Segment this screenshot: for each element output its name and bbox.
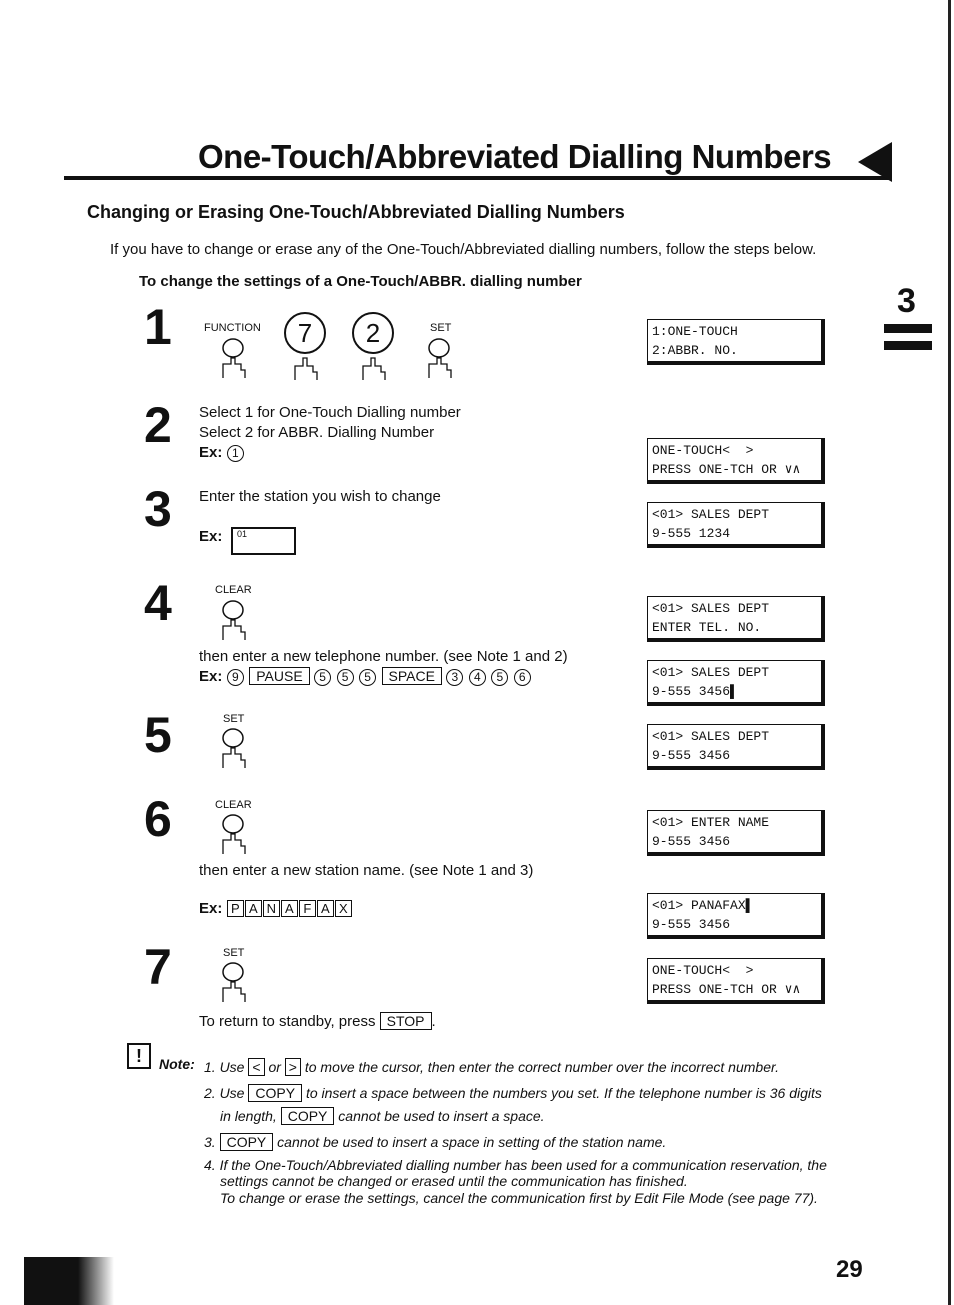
lcd-line: 9-555 3456▌ xyxy=(652,684,738,699)
lcd-display xyxy=(647,810,825,856)
step2-line2: Select 2 for ABBR. Dialling Number xyxy=(199,424,435,441)
lcd-line: PRESS ONE-TCH OR ∨∧ xyxy=(652,982,801,997)
note1-text: to move the cursor, then enter the correct number over the incorrect number. xyxy=(304,1059,780,1075)
button-press-icon xyxy=(291,356,325,384)
lcd-display xyxy=(647,660,825,706)
lcd-display xyxy=(647,893,825,939)
step-number: 1 xyxy=(144,299,170,355)
note2-text: cannot be used to insert a space. xyxy=(338,1108,545,1124)
page-number: 29 xyxy=(836,1256,863,1283)
lcd-line: <01> ENTER NAME xyxy=(652,815,770,830)
step4-text: then enter a new telephone number. (see Note 1 and 2) xyxy=(199,648,568,665)
letter-key: X xyxy=(335,900,352,917)
key-circle: 9 xyxy=(227,669,244,686)
chapter-number: 3 xyxy=(897,282,916,320)
button-press-icon xyxy=(219,334,253,384)
lcd-display xyxy=(647,438,825,484)
step7-text: To return to standby, press xyxy=(199,1013,376,1030)
note2-text: 2. Use xyxy=(204,1085,245,1101)
step7-period: . xyxy=(431,1013,436,1030)
copy-key: COPY xyxy=(220,1133,274,1151)
intro-text: If you have to change or erase any of the One-Touch/Abbreviated dialling numbers, follow the steps below. xyxy=(110,241,817,258)
button-press-icon xyxy=(425,334,459,384)
step2-line1: Select 1 for One-Touch Dialling number xyxy=(199,404,461,421)
key-circle: 5 xyxy=(337,669,354,686)
button-press-icon xyxy=(359,356,393,384)
step-number: 6 xyxy=(144,791,170,847)
note3-text: cannot be used to insert a space in setting of the station name. xyxy=(277,1134,667,1150)
note1-text: or xyxy=(268,1059,281,1075)
clear-label: CLEAR xyxy=(215,584,252,596)
lcd-line: 2:ABBR. NO. xyxy=(652,343,738,358)
note3-text: 3. xyxy=(204,1134,216,1150)
lcd-display xyxy=(647,958,825,1004)
set-label: SET xyxy=(430,322,452,334)
step3-text: Enter the station you wish to change xyxy=(199,488,441,505)
lcd-line: PRESS ONE-TCH OR ∨∧ xyxy=(652,462,801,477)
key-2-button: 2 xyxy=(352,312,394,354)
subheading: To change the settings of a One-Touch/ABBR. dialling number xyxy=(139,273,582,290)
copy-key: COPY xyxy=(281,1107,335,1125)
lcd-line: ONE-TOUCH< > xyxy=(652,963,754,978)
letter-key: N xyxy=(263,900,280,917)
ex-label: Ex: xyxy=(199,528,223,545)
note-alert-icon: ! xyxy=(127,1043,151,1069)
key-circle: 5 xyxy=(314,669,331,686)
letter-key: A xyxy=(281,900,298,917)
pause-key: PAUSE xyxy=(249,667,309,685)
step-number: 5 xyxy=(144,707,170,763)
left-arrow-key: < xyxy=(248,1058,264,1076)
title-rule xyxy=(64,176,890,180)
space-key: SPACE xyxy=(382,667,442,685)
letter-key: F xyxy=(299,900,316,917)
right-arrow-key: > xyxy=(285,1058,301,1076)
step-number: 2 xyxy=(144,397,170,453)
key-1-circle: 1 xyxy=(227,445,244,462)
lcd-display xyxy=(647,724,825,770)
station-key: 01 xyxy=(231,527,296,555)
lcd-line: 9-555 1234 xyxy=(652,526,731,541)
lcd-display xyxy=(647,596,825,642)
key-circle: 5 xyxy=(359,669,376,686)
button-press-icon xyxy=(219,810,253,860)
note2-text: in length, xyxy=(220,1108,277,1124)
ex-label: Ex: xyxy=(199,444,223,461)
corner-mark xyxy=(24,1257,114,1305)
lcd-display xyxy=(647,502,825,548)
key-circle: 5 xyxy=(491,669,508,686)
lcd-line: ENTER TEL. NO. xyxy=(652,620,762,635)
note1-text: 1. Use xyxy=(204,1059,245,1075)
key-circle: 4 xyxy=(469,669,486,686)
lcd-display xyxy=(647,319,825,365)
button-press-icon xyxy=(219,958,253,1008)
key-7-button: 7 xyxy=(284,312,326,354)
note-label: Note: xyxy=(159,1056,195,1072)
page-title: One-Touch/Abbreviated Dialling Numbers xyxy=(198,138,832,175)
clear-label: CLEAR xyxy=(215,799,252,811)
step6-text: then enter a new station name. (see Note 1 and 3) xyxy=(199,862,534,879)
copy-key: COPY xyxy=(248,1084,302,1102)
key-circle: 3 xyxy=(446,669,463,686)
button-press-icon xyxy=(219,724,253,774)
lcd-line: <01> SALES DEPT xyxy=(652,507,770,522)
lcd-line: ONE-TOUCH< > xyxy=(652,443,754,458)
chapter-bar xyxy=(884,324,932,333)
note2-text: to insert a space between the numbers you set. If the telephone number is 36 digits xyxy=(305,1085,822,1101)
letter-key: A xyxy=(317,900,334,917)
page-edge xyxy=(948,0,951,1305)
set-label: SET xyxy=(223,947,245,959)
title-arrow-icon xyxy=(858,142,892,182)
lcd-line: 9-555 3456 xyxy=(652,917,731,932)
letter-key: A xyxy=(245,900,262,917)
lcd-line: <01> PANAFAX▌ xyxy=(652,898,754,913)
letter-key: P xyxy=(227,900,244,917)
stop-key: STOP xyxy=(380,1012,432,1030)
function-label: FUNCTION xyxy=(204,322,261,334)
button-press-icon xyxy=(219,596,253,646)
lcd-line: 9-555 3456 xyxy=(652,834,731,849)
lcd-line: 9-555 3456 xyxy=(652,748,731,763)
set-label: SET xyxy=(223,713,245,725)
lcd-line: 1:ONE-TOUCH xyxy=(652,324,738,339)
lcd-line: <01> SALES DEPT xyxy=(652,729,770,744)
note4-text: To change or erase the settings, cancel the communication first by Edit File Mode (see page 77). xyxy=(220,1190,818,1206)
lcd-line: <01> SALES DEPT xyxy=(652,601,770,616)
step-number: 7 xyxy=(144,939,170,995)
lcd-line: <01> SALES DEPT xyxy=(652,665,770,680)
step-number: 3 xyxy=(144,481,170,537)
ex-label: Ex: xyxy=(199,668,223,685)
ex-label: Ex: xyxy=(199,900,223,917)
section-heading: Changing or Erasing One-Touch/Abbreviated Dialling Numbers xyxy=(87,202,625,222)
note4-text: settings cannot be changed or erased until the communication has finished. xyxy=(220,1173,688,1189)
chapter-bar xyxy=(884,341,932,350)
note4-text: 4. If the One-Touch/Abbreviated dialling number has been used for a communication reservation, the xyxy=(204,1157,827,1173)
key-circle: 6 xyxy=(514,669,531,686)
step-number: 4 xyxy=(144,575,170,631)
